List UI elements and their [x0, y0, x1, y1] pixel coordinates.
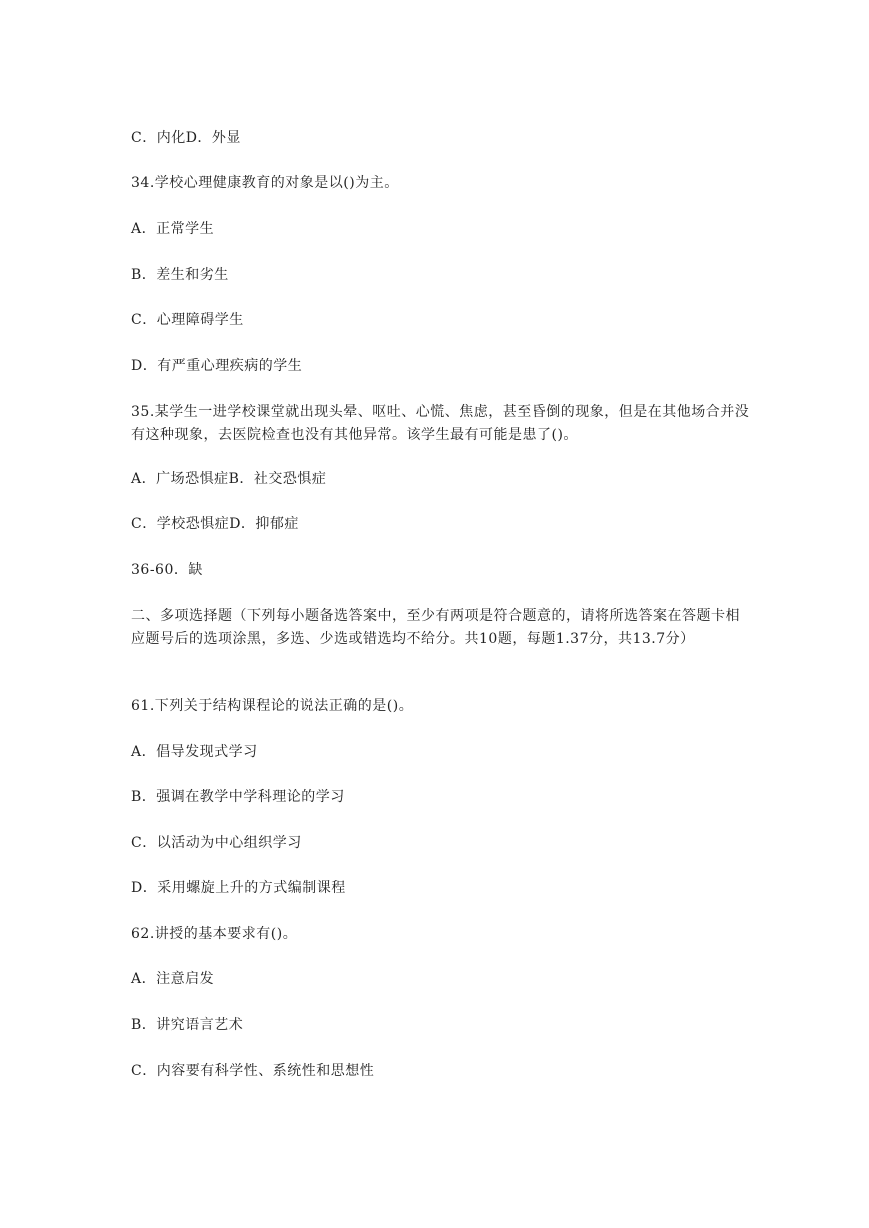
option-a-q34: A．正常学生 — [131, 221, 215, 237]
option-b-q61: B．强调在教学中学科理论的学习 — [131, 789, 345, 805]
option-c-q61: C．以活动为中心组织学习 — [131, 835, 302, 851]
option-a-b-q35: A．广场恐惧症B．社交恐惧症 — [131, 471, 327, 487]
option-d-q34: D．有严重心理疾病的学生 — [131, 358, 303, 374]
missing-questions-36-60: 36-60．缺 — [131, 562, 203, 578]
option-c-d-q33: C．内化D．外显 — [131, 130, 241, 146]
option-c-q62: C．内容要有科学性、系统性和思想性 — [131, 1063, 375, 1079]
section-heading-multiple-choice: 二、多项选择题（下列每小题备选答案中，至少有两项是符合题意的，请将所选答案在答题卡相应题号后的选项涂黑，多选、少选或错选均不给分。共10题，每题1.37分，共13.7分） — [131, 608, 740, 647]
option-c-d-q35: C．学校恐惧症D．抑郁症 — [131, 516, 299, 532]
question-61: 61.下列关于结构课程论的说法正确的是()。 — [131, 698, 414, 714]
option-d-q61: D．采用螺旋上升的方式编制课程 — [131, 880, 346, 896]
question-62: 62.讲授的基本要求有()。 — [131, 926, 298, 942]
option-b-q62: B．讲究语言艺术 — [131, 1017, 244, 1033]
question-34: 34.学校心理健康教育的对象是以()为主。 — [131, 175, 399, 191]
option-c-q34: C．心理障碍学生 — [131, 312, 244, 328]
question-35: 35.某学生一进学校课堂就出现头晕、呕吐、心慌、焦虑，甚至昏倒的现象，但是在其他场合并没有这种现象，去医院检查也没有其他异常。该学生最有可能是患了()。 — [131, 404, 750, 443]
option-a-q61: A．倡导发现式学习 — [131, 744, 258, 760]
option-a-q62: A．注意启发 — [131, 971, 215, 987]
option-b-q34: B．差生和劣生 — [131, 267, 229, 283]
